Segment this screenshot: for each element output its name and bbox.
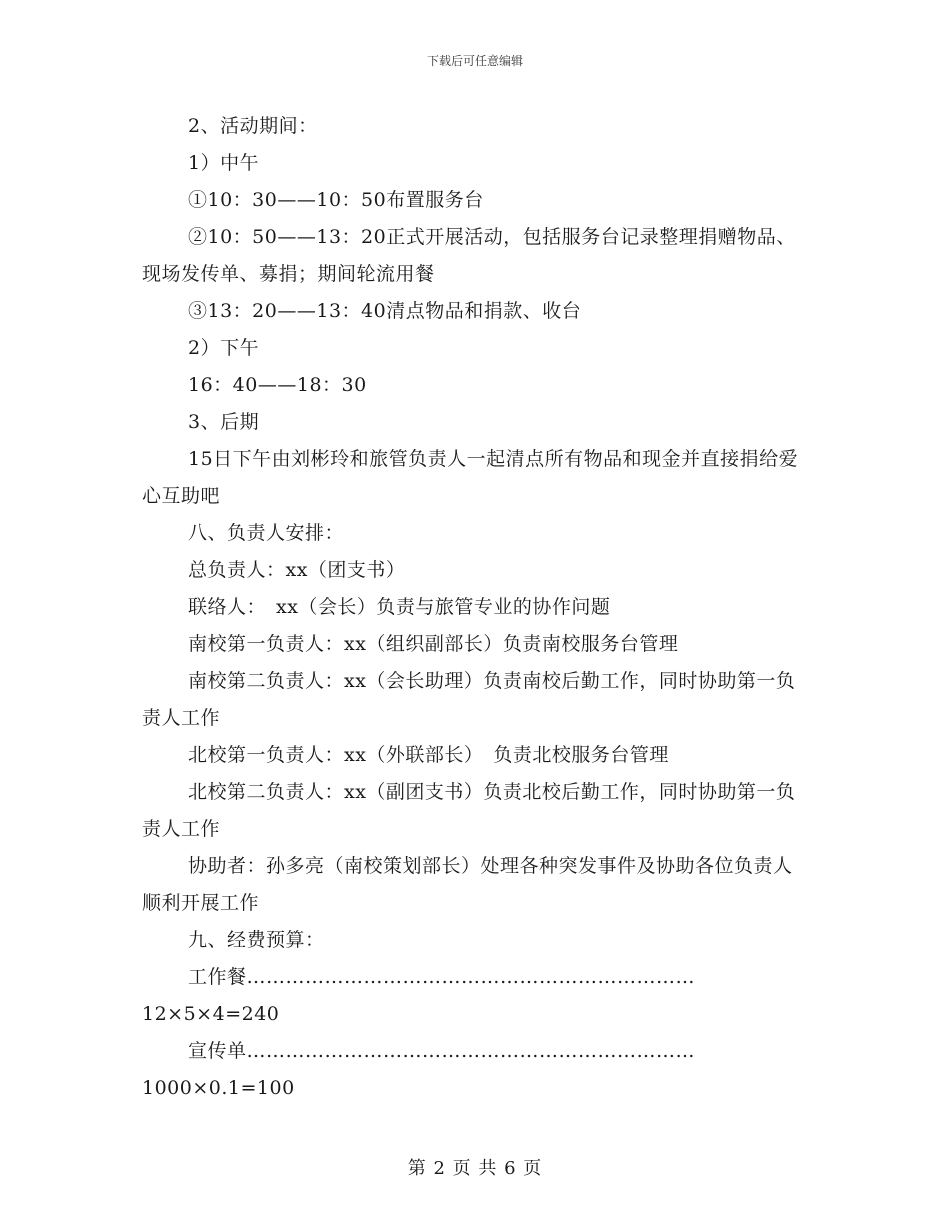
body-paragraph: 16：40——18：30 (188, 374, 367, 396)
body-paragraph: 总负责人：xx（团支书） (188, 559, 406, 581)
body-paragraph: ③13：20——13：40清点物品和捐款、收台 (188, 300, 582, 322)
body-paragraph: 宣传单…………………………………………………………… (188, 1040, 696, 1062)
body-paragraph: 联络人： xx（会长）负责与旅管专业的协作问题 (188, 596, 611, 618)
body-paragraph: 北校第一负责人：xx（外联部长） 负责北校服务台管理 (188, 744, 669, 766)
body-paragraph: 2）下午 (188, 337, 260, 359)
body-paragraph: 北校第二负责人：xx（副团支书）负责北校后勤工作，同时协助第一负责人工作 (142, 781, 796, 840)
page-footer: 第 2 页 共 6 页 (407, 1158, 543, 1179)
body-paragraph: 八、负责人安排： (188, 522, 345, 544)
body-paragraph: 12×5×4=240 (142, 1003, 280, 1025)
body-paragraph: 1000×0.1=100 (142, 1077, 295, 1099)
body-paragraph: ②10：50——13：20正式开展活动，包括服务台记录整理捐赠物品、现场发传单、募捐；期间轮流用餐 (142, 226, 796, 285)
body-paragraph: ①10：30——10：50布置服务台 (188, 189, 484, 211)
body-paragraph: 1）中午 (188, 152, 260, 174)
body-paragraph: 2、活动期间： (188, 115, 318, 137)
body-paragraph: 南校第二负责人：xx（会长助理）负责南校后勤工作，同时协助第一负责人工作 (142, 670, 796, 729)
page-header: 下载后可任意编辑 (426, 54, 523, 68)
body-paragraph: 15日下午由刘彬玲和旅管负责人一起清点所有物品和现金并直接捐给爱心互助吧 (142, 448, 799, 507)
body-paragraph: 工作餐…………………………………………………………… (188, 966, 696, 988)
document-body (142, 108, 810, 1107)
body-paragraph: 南校第一负责人：xx（组织副部长）负责南校服务台管理 (188, 633, 679, 655)
body-paragraph: 协助者：孙多亮（南校策划部长）处理各种突发事件及协助各位负责人顺利开展工作 (142, 855, 793, 914)
body-paragraph: 3、后期 (188, 411, 260, 433)
body-paragraph: 九、经费预算： (188, 929, 325, 951)
